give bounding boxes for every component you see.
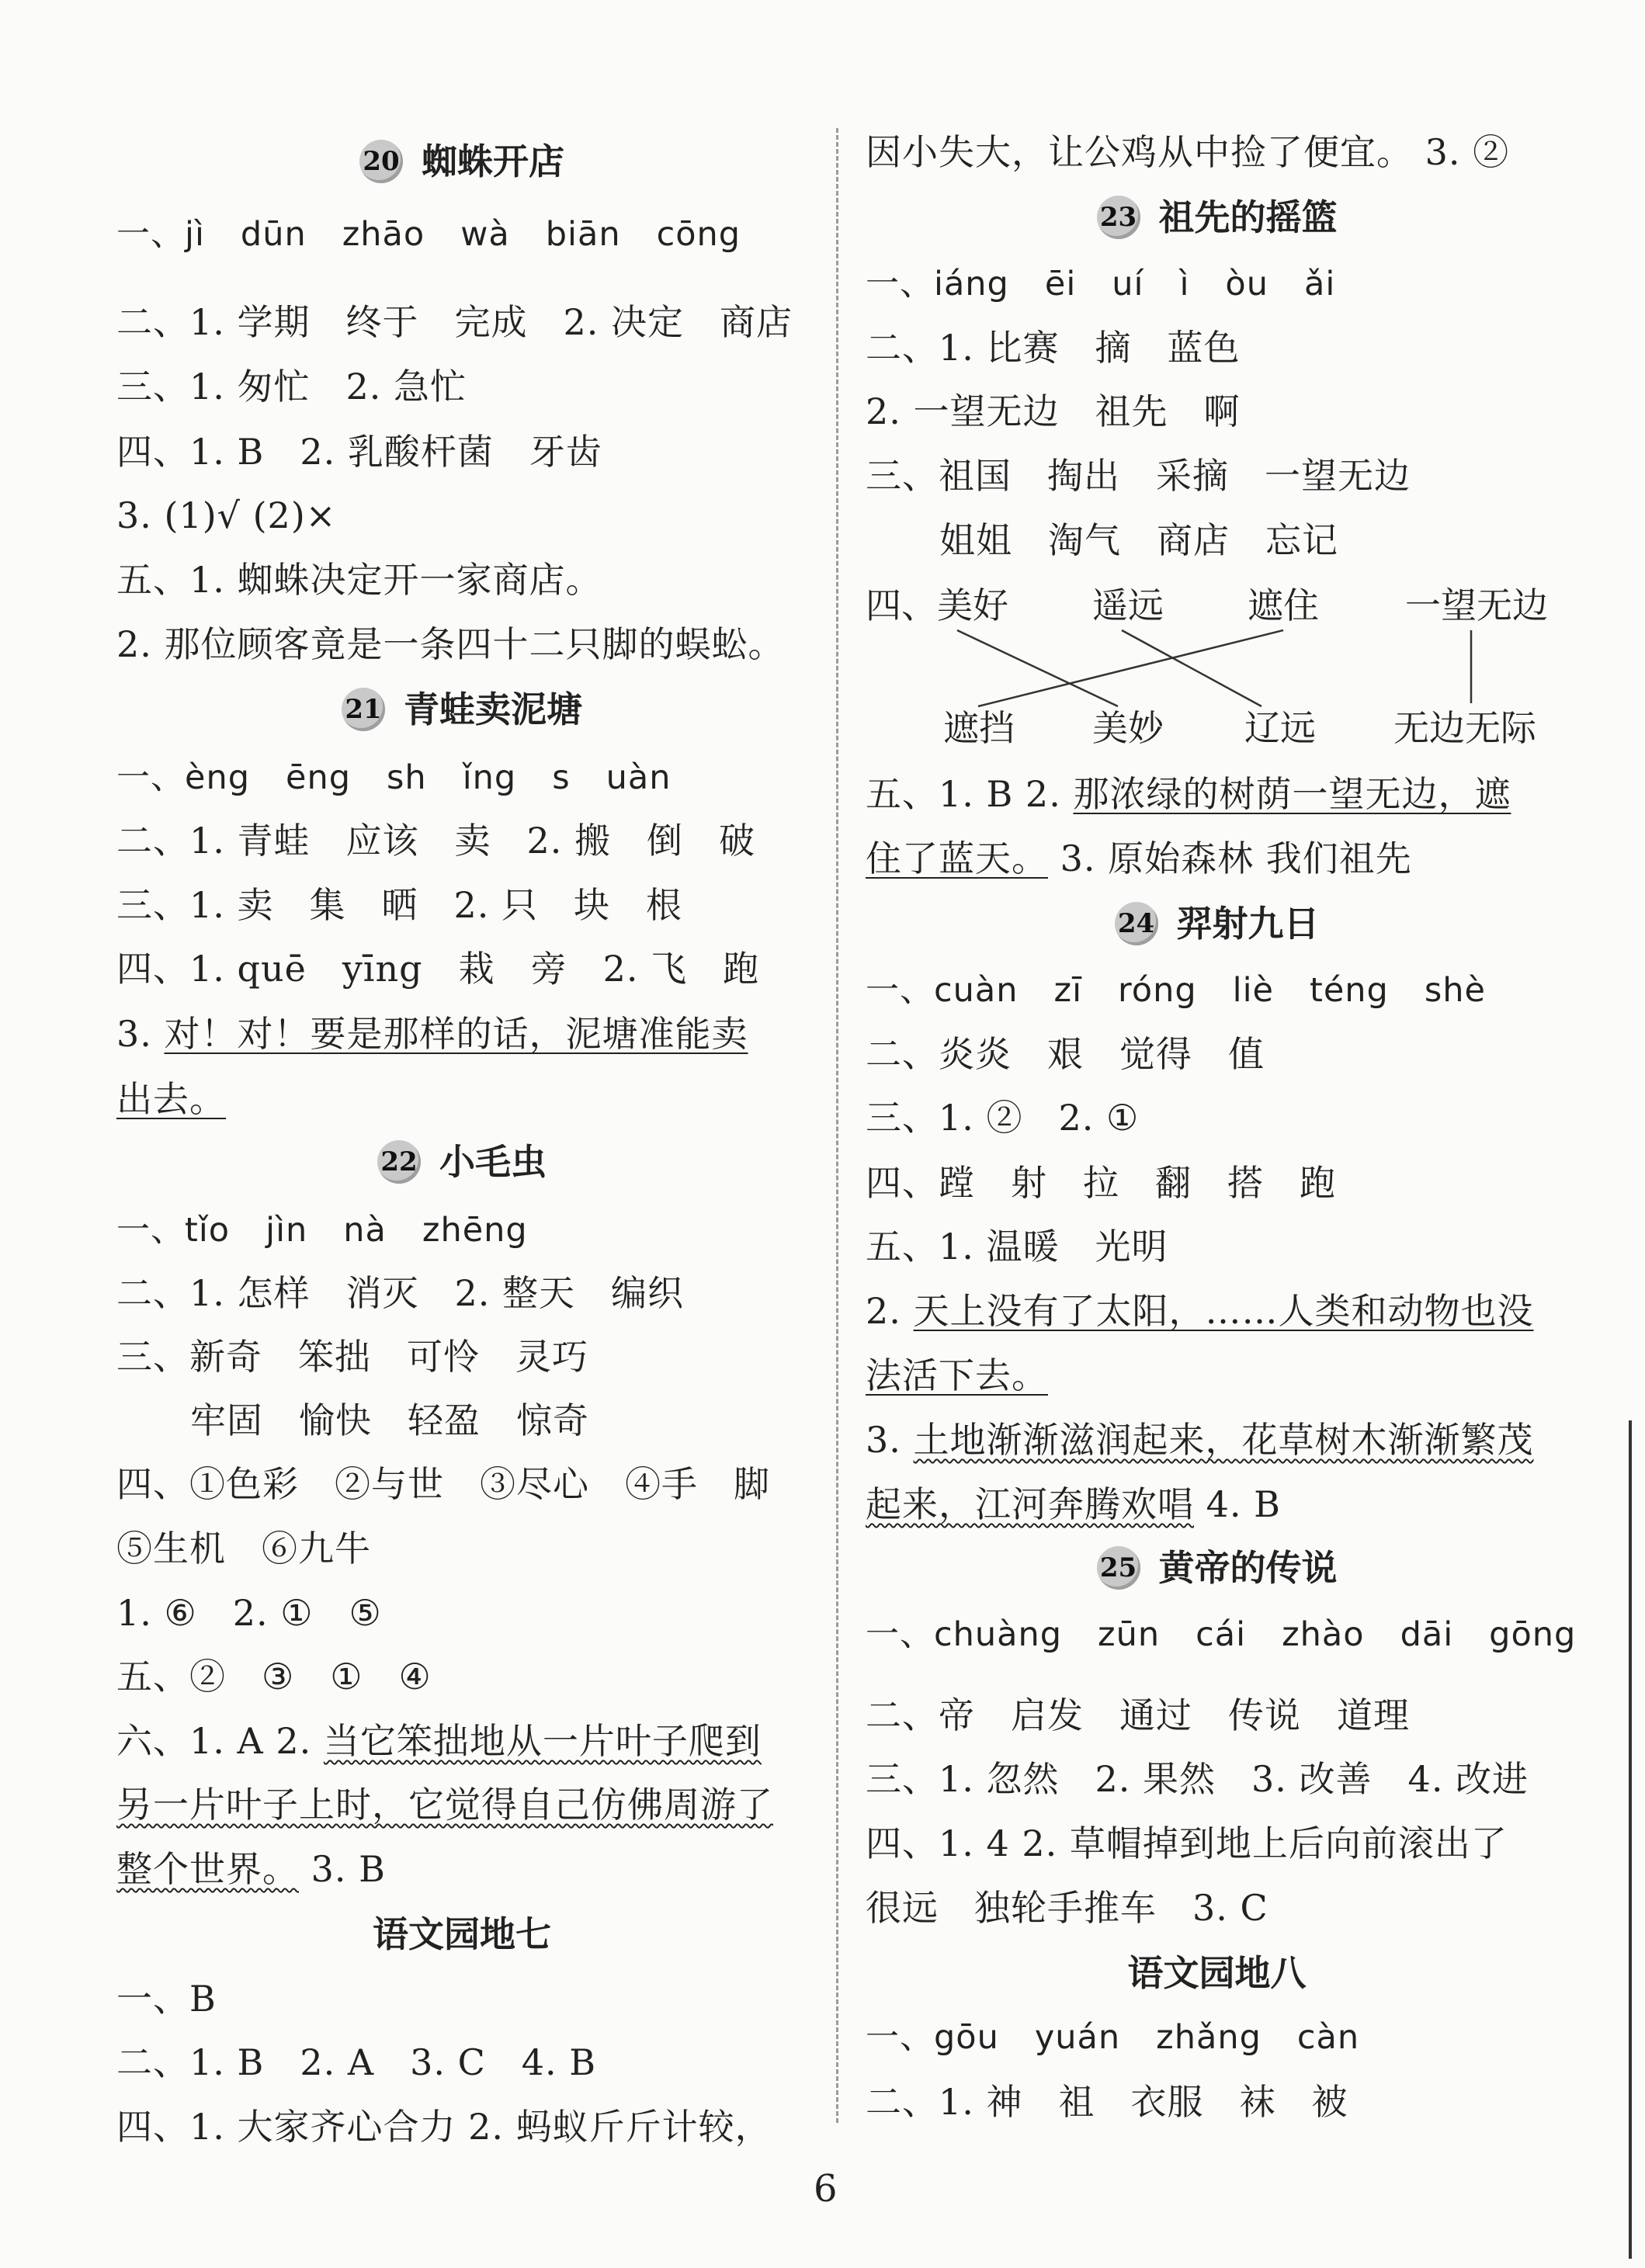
lesson-number-badge: 20 <box>359 140 403 183</box>
answer-line <box>116 1525 371 1572</box>
answer-item: 二、帝 <box>866 1694 975 1736</box>
answer-prefix: 六、1. A 2. <box>116 1720 324 1762</box>
answer-line: 因小失大，让公鸡从中捡了便宜。 3. ② <box>866 131 1510 173</box>
match-bottom-item: 无边无际 <box>1393 707 1536 749</box>
answer-line <box>866 771 1511 817</box>
answer-item: dūn <box>240 215 307 254</box>
answer-line <box>866 2014 1359 2061</box>
answer-item: 啊 <box>1203 390 1241 432</box>
answer-item: 二、1. 怎样 <box>116 1272 311 1314</box>
answer-item: 3. 改善 <box>1251 1758 1373 1800</box>
answer-item: 祖先 <box>1095 390 1168 432</box>
answer-item: róng <box>1118 971 1197 1010</box>
answer-item: 惊奇 <box>516 1399 589 1441</box>
match-line <box>978 630 1283 706</box>
answer-item: 二、炎炎 <box>866 1033 1012 1075</box>
answer-item: 三、1. 匆忙 <box>116 366 311 407</box>
section-heading-25 <box>866 1545 1568 1591</box>
answer-item: 2. 决定 <box>563 301 685 343</box>
answer-item: 通过 <box>1119 1694 1192 1736</box>
answer-item: 4. B <box>521 2041 597 2083</box>
answer-item: uàn <box>606 758 672 797</box>
underlined-answer: 出去。 <box>116 1078 226 1120</box>
answer-item: 3. C <box>1192 1887 1268 1929</box>
answer-prefix: 五、1. B 2. <box>866 773 1074 815</box>
answer-item: 一、chuàng <box>866 1615 1063 1654</box>
answer-suffix: 3. 原始森林 我们祖先 <box>1048 837 1412 879</box>
lesson-number-badge: 21 <box>342 688 385 731</box>
answer-item: 启发 <box>1011 1694 1084 1736</box>
answer-item: zhào <box>1282 1615 1365 1654</box>
answer-item: 2. 整天 <box>454 1272 576 1314</box>
answer-item: ǐng <box>462 758 517 797</box>
answer-item: 二、1. 比赛 <box>866 327 1060 369</box>
answer-item: 摘 <box>1095 327 1132 369</box>
answer-item: dāi <box>1400 1615 1454 1654</box>
answer-line: 四、1. 大家齐心合力 2. 蚂蚁斤斤计较， <box>116 2106 772 2148</box>
answer-item: 终于 <box>345 301 419 343</box>
answer-item: 应该 <box>345 820 419 862</box>
answer-item: zī <box>1053 971 1083 1010</box>
answer-item: ③尽心 <box>480 1463 589 1505</box>
answer-item: 三、1. 忽然 <box>866 1758 1060 1800</box>
answer-line <box>116 1781 773 1828</box>
answer-item: 跑 <box>1300 1162 1336 1204</box>
answer-item: zhēng <box>422 1211 528 1250</box>
answer-item: 商店 <box>720 301 793 343</box>
answer-item: ⑥九牛 <box>262 1528 371 1569</box>
section-heading-22 <box>116 1139 807 1185</box>
column-divider <box>836 128 838 2123</box>
answer-item: 2. 乳酸杆菌 <box>300 431 494 473</box>
answer-item: gōng <box>1489 1615 1577 1654</box>
answer-item: 根 <box>646 884 683 926</box>
answer-suffix: 4. B <box>1194 1483 1281 1525</box>
answer-item: 轻盈 <box>408 1399 481 1441</box>
answer-line <box>866 1417 1534 1463</box>
answer-item: 牢固 <box>190 1399 263 1441</box>
wavy-underlined-answer: 整个世界。 <box>116 1848 299 1890</box>
answer-item: liè <box>1232 971 1274 1010</box>
answer-item: 光明 <box>1095 1226 1168 1268</box>
answer-line <box>866 1223 1168 1270</box>
answer-item: 1. ⑥ <box>116 1592 197 1634</box>
answer-item: 跑 <box>723 948 760 990</box>
answer-item: wà <box>460 215 510 254</box>
answer-line <box>866 1885 1268 1931</box>
answer-line <box>116 1076 226 1122</box>
answer-item: 拉 <box>1083 1162 1119 1204</box>
answer-item: 姐姐 <box>939 519 1012 561</box>
answer-line: 五、1. 蜘蛛决定开一家商店。 <box>116 559 602 601</box>
section-heading-24 <box>866 900 1568 947</box>
match-line <box>957 630 1118 706</box>
answer-line <box>866 1031 1265 1077</box>
answer-line: 2. 那位顾客竟是一条四十二只脚的蜈蚣。 <box>116 623 785 665</box>
answer-item: zhāo <box>342 215 425 254</box>
wavy-underlined-answer: 起来，江河奔腾欢唱 <box>866 1483 1194 1525</box>
answer-line <box>116 2039 596 2086</box>
lesson-title: 蜘蛛开店 <box>422 140 564 182</box>
lesson-number-badge: 22 <box>377 1140 421 1184</box>
answer-item: 祖 <box>1058 2081 1095 2123</box>
match-top-item: 遥远 <box>1092 584 1164 626</box>
answer-item: uí <box>1112 265 1144 303</box>
answer-item: 二、1. B <box>116 2041 265 2083</box>
answer-item: 采摘 <box>1156 455 1229 497</box>
answer-item: 淘气 <box>1048 519 1121 561</box>
answer-line <box>116 1653 432 1700</box>
answer-item: 2. 一望无边 <box>866 390 1060 432</box>
underlined-answer: 那浓绿的树荫一望无边，遮 <box>1073 773 1511 815</box>
answer-line <box>116 1718 762 1764</box>
answer-item: 完成 <box>454 301 528 343</box>
answer-item: ì <box>1179 265 1190 303</box>
answer-line <box>866 967 1486 1014</box>
answer-line <box>866 1692 1410 1739</box>
answer-item: 袜 <box>1239 2081 1276 2123</box>
answer-item: 一、gōu <box>866 2018 999 2057</box>
answer-item: 笨拙 <box>298 1336 371 1378</box>
answer-item: 晒 <box>381 884 418 926</box>
underlined-answer: 法活下去。 <box>866 1354 1048 1396</box>
answer-item: 脚 <box>734 1463 770 1505</box>
answer-item: ⑤ <box>349 1592 382 1634</box>
answer-item: 道理 <box>1337 1694 1410 1736</box>
answer-item: 忘记 <box>1265 519 1338 561</box>
answer-item: 2. 只 <box>453 884 539 926</box>
answer-line <box>866 835 1412 882</box>
underlined-answer: 天上没有了太阳，……人类和动物也没 <box>913 1290 1534 1332</box>
answer-line <box>866 1094 1139 1141</box>
match-bottom-item: 遮挡 <box>943 707 1015 749</box>
answer-item: ēng <box>286 758 352 797</box>
answer-prefix: 3. <box>116 1013 165 1055</box>
answer-item: 二、1. 学期 <box>116 301 311 343</box>
answer-item: 一望无边 <box>1265 455 1411 497</box>
answer-item: ②与世 <box>335 1463 444 1505</box>
lesson-number-badge: 24 <box>1115 902 1158 945</box>
answer-line <box>116 1011 748 1057</box>
answer-item: 集 <box>309 884 346 926</box>
answer-item: cōng <box>656 215 741 254</box>
answer-line: 四、1. 4 2. 草帽掉到地上后向前滚出了 <box>866 1822 1508 1864</box>
answer-item: 觉得 <box>1119 1033 1192 1075</box>
answer-line <box>116 945 759 992</box>
answer-line <box>116 363 467 410</box>
answer-item: téng <box>1309 971 1389 1010</box>
answer-line <box>116 1461 770 1507</box>
answer-item: 灵巧 <box>515 1336 588 1378</box>
answer-item: 掏出 <box>1047 455 1120 497</box>
answer-item: 一、èng <box>116 758 251 797</box>
underlined-answer: 住了蓝天。 <box>866 837 1048 879</box>
answer-item: jìn <box>265 1211 308 1250</box>
answer-line <box>190 1397 589 1444</box>
answer-item: ④手 <box>625 1463 698 1505</box>
answer-line <box>116 1207 528 1254</box>
answer-item: ⑤生机 <box>116 1528 226 1569</box>
section-heading-garden8 <box>866 1950 1568 1996</box>
answer-item: 三、1. ② <box>866 1097 1023 1139</box>
answer-item: 四、1. quē <box>116 948 307 990</box>
answer-item: 牙齿 <box>529 431 602 473</box>
answer-item: 传说 <box>1228 1694 1301 1736</box>
answer-item: 五、② <box>116 1656 226 1698</box>
answer-line <box>866 1756 1529 1802</box>
section-heading-garden7 <box>116 1911 807 1958</box>
answer-line <box>116 882 682 928</box>
answer-item: ǎi <box>1303 265 1336 303</box>
answer-item: 艰 <box>1047 1033 1084 1075</box>
answer-item: nà <box>343 1211 387 1250</box>
answer-item: 愉快 <box>299 1399 372 1441</box>
wavy-underlined-answer: 另一片叶子上时，它觉得自己仿佛周游了 <box>116 1784 773 1826</box>
match-bottom-item: 美妙 <box>1092 707 1164 749</box>
lesson-title: 黄帝的传说 <box>1158 1547 1338 1589</box>
answer-line <box>116 299 793 345</box>
answer-item: zhǎng <box>1156 2018 1262 2057</box>
answer-item: 3. C <box>410 2041 486 2083</box>
match-bottom-item: 辽远 <box>1244 707 1316 749</box>
answer-item: 编织 <box>611 1272 685 1314</box>
match-top-item: 四、美好 <box>866 584 1008 626</box>
answer-line <box>116 817 755 864</box>
answer-item: 破 <box>719 820 756 862</box>
answer-item: 2. 果然 <box>1095 1758 1216 1800</box>
section-heading-21 <box>116 686 807 733</box>
lesson-title: 羿射九日 <box>1176 903 1320 945</box>
answer-item: 四、蹚 <box>866 1162 975 1204</box>
answer-line: 3. (1)√ (2)× <box>116 494 337 536</box>
lesson-title: 小毛虫 <box>439 1141 547 1183</box>
answer-line <box>116 1590 382 1636</box>
match-top-item: 一望无边 <box>1405 584 1548 626</box>
section-title: 语文园地七 <box>373 1913 551 1955</box>
answer-item: 4. 改进 <box>1407 1758 1529 1800</box>
answer-line <box>866 1288 1534 1334</box>
answer-item: 倒 <box>647 820 684 862</box>
answer-item: 卖 <box>454 820 491 862</box>
answer-item: òu <box>1225 265 1268 303</box>
answer-item: 一、jì <box>116 215 205 254</box>
answer-item: 一、iáng <box>866 265 1009 303</box>
answer-item: 消灭 <box>345 1272 419 1314</box>
answer-line <box>866 2079 1348 2125</box>
answer-item: 射 <box>1011 1162 1047 1204</box>
answer-item: 一、cuàn <box>866 971 1019 1010</box>
answer-item: yīng <box>342 948 423 990</box>
answer-line <box>116 211 741 258</box>
answer-line <box>116 1846 386 1892</box>
answer-item: 2. A <box>300 2041 375 2083</box>
answer-line <box>116 428 602 475</box>
answer-item: càn <box>1296 2018 1360 2057</box>
answer-prefix: 2. <box>866 1290 914 1332</box>
answer-item: 栽 <box>458 948 495 990</box>
answer-item: 蓝色 <box>1167 327 1241 369</box>
answer-item: 2. ① <box>232 1592 314 1634</box>
answer-item: 三、新奇 <box>116 1336 262 1378</box>
page-number: 6 <box>814 2167 838 2211</box>
answer-item: 可怜 <box>407 1336 480 1378</box>
answer-line <box>866 1611 1576 1658</box>
answer-item: 五、1. 温暖 <box>866 1226 1060 1268</box>
answer-prefix: 3. <box>866 1419 914 1461</box>
answer-item: sh <box>387 758 427 797</box>
wavy-underlined-answer: 当它笨拙地从一片叶子爬到 <box>323 1720 762 1762</box>
answer-item: s <box>552 758 571 797</box>
section-title: 语文园地八 <box>1127 1952 1307 1994</box>
matching-lines <box>866 0 1564 776</box>
lesson-title: 青蛙卖泥塘 <box>404 688 582 730</box>
answer-item: biān <box>545 215 621 254</box>
answer-line <box>866 1352 1048 1399</box>
answer-item: cái <box>1196 1615 1247 1654</box>
answer-item: 2. 飞 <box>602 948 688 990</box>
match-top-item: 遮住 <box>1248 584 1319 626</box>
answer-item: shè <box>1424 971 1486 1010</box>
answer-item: 搭 <box>1227 1162 1264 1204</box>
lesson-number-badge: 25 <box>1097 1546 1140 1590</box>
wavy-underlined-answer: 土地渐渐滋润起来，花草树木渐渐繁茂 <box>913 1419 1534 1461</box>
answer-item: 很远 <box>866 1887 939 1929</box>
answer-item: 块 <box>574 884 611 926</box>
answer-line <box>116 754 671 801</box>
answer-suffix: 3. B <box>299 1848 386 1890</box>
answer-line <box>866 1481 1281 1528</box>
answer-item: 二、1. 青蛙 <box>116 820 311 862</box>
answer-item: 二、1. 神 <box>866 2081 1023 2123</box>
answer-item: 独轮手推车 <box>974 1887 1157 1929</box>
answer-item: 翻 <box>1155 1162 1192 1204</box>
answer-item: 一、tǐo <box>116 1211 231 1250</box>
answer-line <box>116 1270 684 1316</box>
page-edge-line <box>1629 1420 1632 2259</box>
answer-item: zūn <box>1098 1615 1161 1654</box>
answer-item: 值 <box>1228 1033 1265 1075</box>
answer-item: ④ <box>398 1656 432 1698</box>
lesson-number-badge: 23 <box>1097 196 1140 239</box>
answer-item: 商店 <box>1157 519 1230 561</box>
answer-item: yuán <box>1034 2018 1121 2057</box>
answer-item: 三、1. 卖 <box>116 884 274 926</box>
answer-item: 四、1. B <box>116 431 265 473</box>
underlined-answer: 对！对！要是那样的话，泥塘准能卖 <box>164 1013 748 1055</box>
lesson-title: 祖先的摇篮 <box>1158 196 1338 238</box>
answer-item: 2. 急忙 <box>345 366 467 407</box>
answer-line <box>116 1333 588 1380</box>
answer-item: 衣服 <box>1130 2081 1204 2123</box>
answer-item: 2. 搬 <box>526 820 612 862</box>
answer-line: 一、B <box>116 1978 217 2020</box>
section-heading-20 <box>116 138 807 185</box>
answer-item: ① <box>330 1656 363 1698</box>
answer-line <box>866 1160 1336 1206</box>
answer-item: 四、①色彩 <box>116 1463 299 1505</box>
answer-item: ③ <box>262 1656 295 1698</box>
answer-item: 旁 <box>530 948 567 990</box>
answer-item: 2. ① <box>1058 1097 1140 1139</box>
answer-item: 三、祖国 <box>866 455 1012 497</box>
answer-item: ēi <box>1044 265 1077 303</box>
answer-item: 被 <box>1311 2081 1348 2123</box>
